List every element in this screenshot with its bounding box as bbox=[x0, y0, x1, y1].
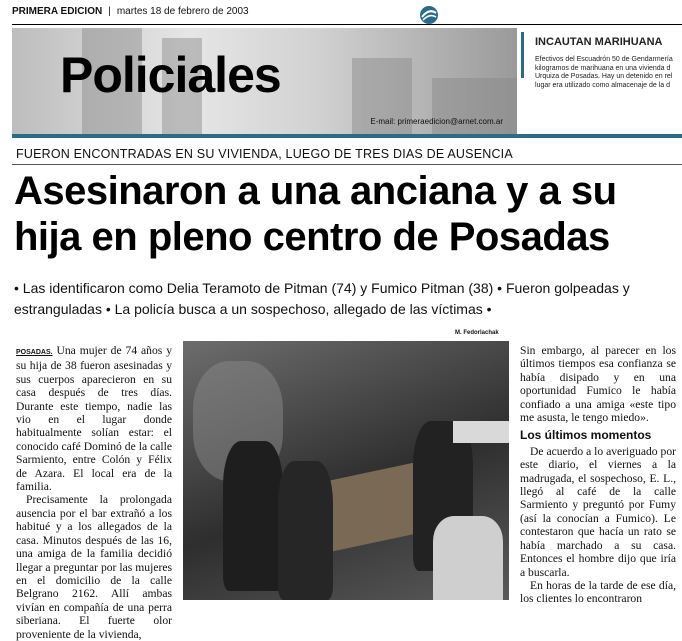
email-label: E-mail: bbox=[370, 117, 396, 126]
section-title: Policiales bbox=[60, 47, 281, 103]
article-subheading: Los últimos momentos bbox=[520, 428, 652, 443]
separator: | bbox=[108, 6, 111, 17]
article-photo bbox=[183, 341, 509, 600]
article-headline: Asesinaron a una anciana y a su hija en pleno centro de Posadas bbox=[14, 169, 617, 259]
edition-label: PRIMERA EDICION bbox=[12, 6, 103, 17]
email-address: primeraedicion@arnet.com.ar bbox=[397, 117, 503, 126]
article-kicker: FUERON ENCONTRADAS EN SU VIVIENDA, LUEGO DE TRES DIAS DE AUSENCIA bbox=[16, 147, 513, 161]
paragraph: De acuerdo a lo averiguado por este diario, el viernes a la madrugada, el sospechoso, E. L., llegó al café de la calle Sarmiento y preguntó por Fumy (así la conocían a Fumico). Le contestaron que hacía un rato se había marchado a su casa. Entonces el hombre dijo que iría a buscarla. bbox=[520, 444, 676, 579]
paragraph: Una mujer de 74 años y su hija de 38 fueron asesinadas y sus cuerpos aparecieron en su casa después de tres días. Durante este tiempo, nadie las vio en el lugar donde habitualmente solían estar: el conocido café Dominó de la calle Sarmiento, entre Colón y Félix de Azara. El local era de la familia. bbox=[16, 344, 172, 494]
paragraph: Precisamente la prolongada ausencia por el bar extrañó a los habitué y a los allegados de la casa. Minutos después de las 16, una amiga de la familia decidió llegar a preguntar por las mujeres en el domicilio de la calle Belgrano 2162. Allí ambas vivían en compañía de una perra siberiana. El fuerte olor proveniente de la vivienda, bbox=[16, 493, 172, 641]
photo-credit: M. Fedorlachak bbox=[455, 330, 499, 336]
sidebar-heading: INCAUTAN MARIHUANA bbox=[535, 36, 663, 48]
section-banner bbox=[12, 28, 517, 134]
article-subheadline: • Las identificaron como Delia Teramoto de Pitman (74) y Fumico Pitman (38) • Fueron golpeadas y estranguladas • La policía busca a un sospechoso, allegado de las víctimas • bbox=[14, 280, 630, 317]
kicker-rule bbox=[12, 164, 682, 165]
issue-date: martes 18 de febrero de 2003 bbox=[116, 6, 249, 17]
sidebar-text: Efectivos del Escuadrón 50 de Gendarmería kilogramos de marihuana en una vivienda d Urquiza de Posadas. Hay un detenido en rel lugar era utilizado como almacenaje de la d bbox=[535, 56, 673, 89]
paragraph: Sin embargo, al parecer en los últimos tiempos esa confianza se había disipado y en una oportunidad Fumico le había confiado a una amiga «este tipo me asusta, le tengo miedo». bbox=[520, 344, 676, 425]
article-column-3 bbox=[520, 344, 676, 606]
dateline: POSADAS. bbox=[16, 349, 53, 356]
masthead bbox=[12, 6, 249, 17]
section-divider bbox=[12, 134, 682, 138]
article-column-1 bbox=[16, 344, 172, 641]
section-email bbox=[370, 117, 503, 126]
paragraph: En horas de la tarde de ese día, los clientes lo encontraron bbox=[520, 578, 676, 606]
top-rule bbox=[12, 24, 682, 25]
newspaper-logo-icon bbox=[418, 4, 440, 26]
sidebar-accent-bar bbox=[521, 32, 524, 78]
